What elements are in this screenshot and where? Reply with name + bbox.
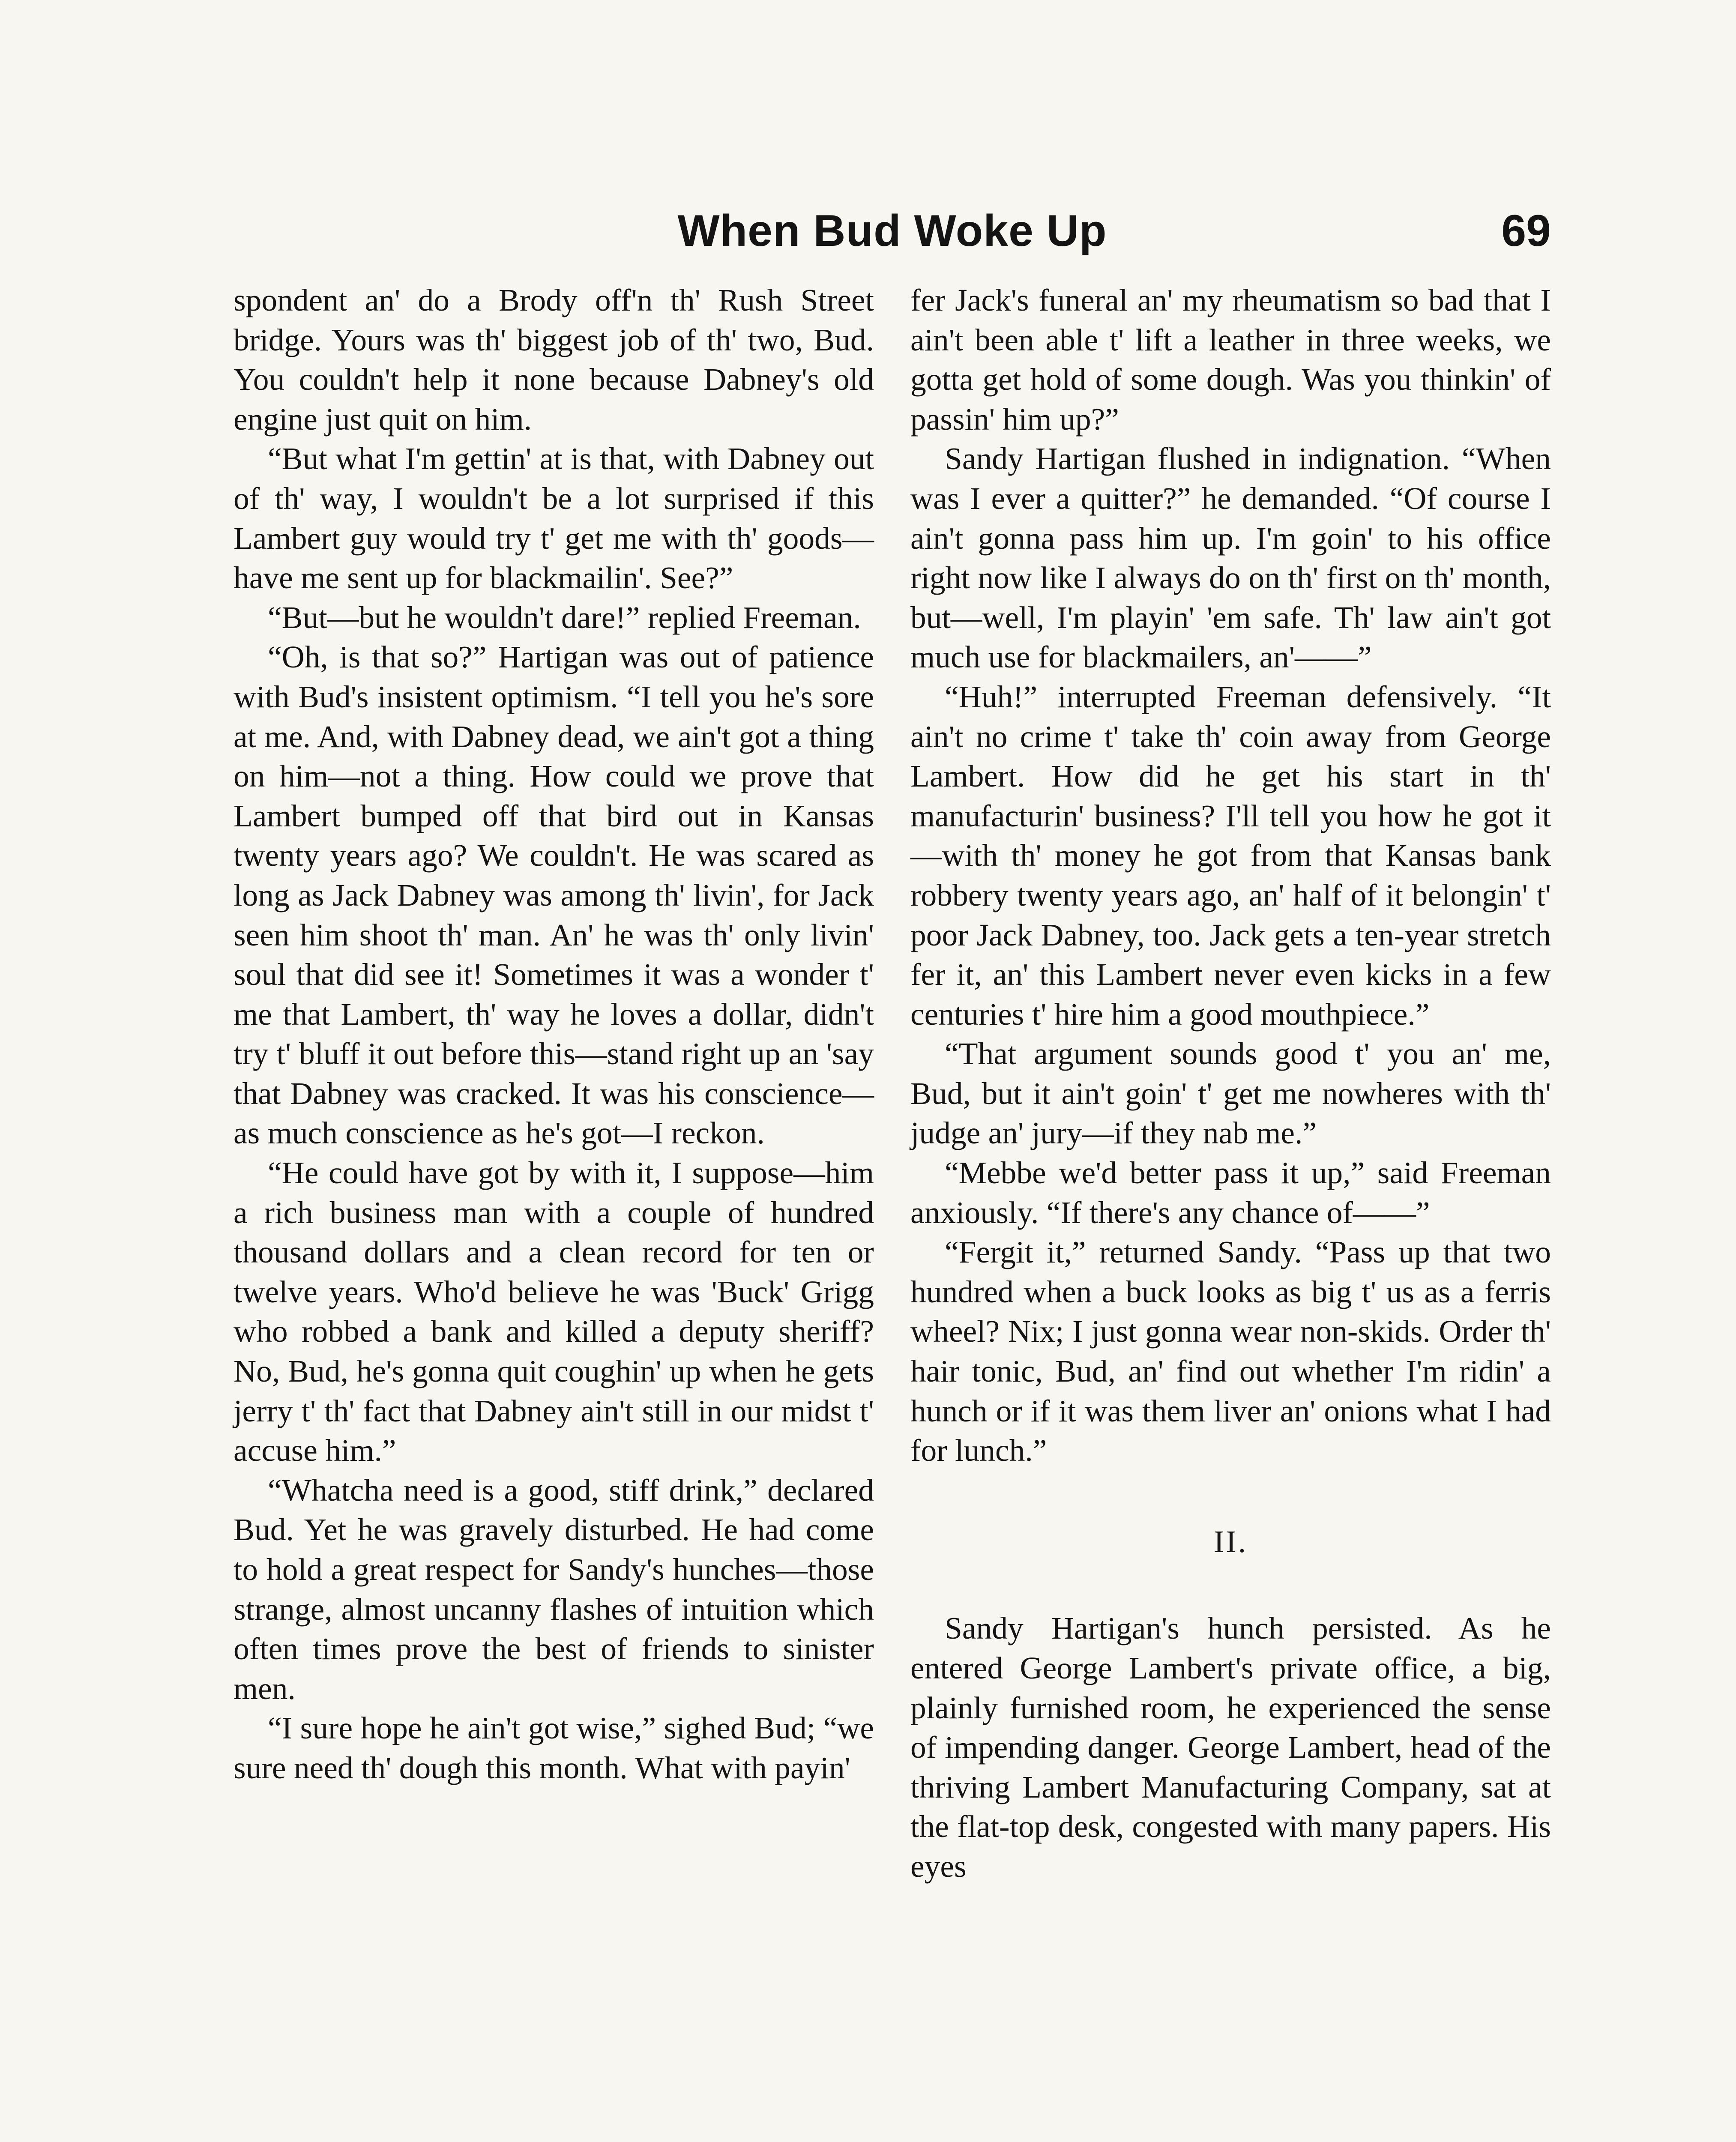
section-number: II.: [1213, 1524, 1248, 1559]
paragraph: “Fergit it,” returned Sandy. “Pass up that two hundred when a buck looks as big t' us as a ferris wheel? Nix; I just gonna wear non-skids. Order th' hair tonic, Bud, an' find out whether I'm ridin' a hunch or if it was them liver an' onions what I had for lunch.”: [910, 1235, 1551, 1468]
running-title: When Bud Woke Up: [677, 206, 1107, 256]
paragraph: Sandy Hartigan flushed in indignation. “When was I ever a quitter?” he demanded. “Of course I ain't gonna pass him up. I'm goin' to his office right now like I always do on th' first on th' month, but—well, I'm playin' 'em safe. Th' law ain't got much use for blackmailers, an'——”: [910, 441, 1551, 675]
paragraph: “Huh!” interrupted Freeman defensively. “It ain't no crime t' take th' coin away from George Lambert. How did he get his start in th' manufacturin' business? I'll tell you how he got it—with th' money he got from that Kansas bank robbery twenty years ago, an' half of it belongin' t' poor Jack Dabney, too. Jack gets a ten-year stretch fer it, an' this Lambert never even kicks in a few centuries t' hire him a good mouthpiece.”: [910, 679, 1551, 1032]
paragraph: “Mebbe we'd better pass it up,” said Freeman anxiously. “If there's any chance of——”: [910, 1155, 1551, 1230]
paragraph: “Oh, is that so?” Hartigan was out of patience with Bud's insistent optimism. “I tell you he's sore at me. And, with Dabney dead, we ain't got a thing on him—not a thing. How could we prove that Lambert bumped off that bird out in Kansas twenty years ago? We couldn't. He was scared as long as Jack Dabney was among th' livin', for Jack seen him shoot th' man. An' he was th' only livin' soul that did see it! Sometimes it was a wonder t' me that Lambert, th' way he loves a dollar, didn't try t' bluff it out before this—stand right up an 'say that Dabney was cracked. It was his conscience—as much conscience as he's got—I reckon.: [233, 640, 874, 1151]
page-number: 69: [1501, 206, 1551, 256]
paragraph: fer Jack's funeral an' my rheumatism so bad that I ain't been able t' lift a leather in three weeks, we gotta get hold of some dough. Was you thinkin' of passin' him up?”: [910, 283, 1551, 437]
left-column: [233, 281, 874, 1788]
right-column: [910, 281, 1551, 1887]
page-header: [233, 206, 1551, 270]
paragraph: “But—but he wouldn't dare!” replied Freeman.: [268, 600, 861, 635]
paragraph: “I sure hope he ain't got wise,” sighed Bud; “we sure need th' dough this month. What with payin': [233, 1711, 874, 1785]
paragraph: “He could have got by with it, I suppose—him a rich business man with a couple of hundred thousand dollars and a clean record for ten or twelve years. Who'd believe he was 'Buck' Grigg who robbed a bank and killed a deputy sheriff? No, Bud, he's gonna quit coughin' up when he gets jerry t' th' fact that Dabney ain't still in our midst t' accuse him.”: [233, 1155, 874, 1468]
paragraph: Sandy Hartigan's hunch persisted. As he entered George Lambert's private office, a big, plainly furnished room, he experienced the sense of impending danger. George Lambert, head of the thriving Lambert Manufacturing Company, sat at the flat-top desk, congested with many papers. His eyes: [910, 1611, 1551, 1884]
paragraph: spondent an' do a Brody off'n th' Rush Street bridge. Yours was th' biggest job of th' two, Bud. You couldn't help it none because Dabney's old engine just quit on him.: [233, 283, 874, 437]
paragraph: “That argument sounds good t' you an' me, Bud, but it ain't goin' t' get me nowheres with th' judge an' jury—if they nab me.”: [910, 1036, 1551, 1151]
paragraph: “Whatcha need is a good, stiff drink,” declared Bud. Yet he was gravely disturbed. He had come to hold a great respect for Sandy's hunches—those strange, almost uncanny flashes of intuition which often times prove the best of friends to sinister men.: [233, 1472, 874, 1706]
paragraph: “But what I'm gettin' at is that, with Dabney out of th' way, I wouldn't be a lot surprised if this Lambert guy would try t' get me with th' goods—have me sent up for blackmailin'. See?”: [233, 441, 874, 595]
